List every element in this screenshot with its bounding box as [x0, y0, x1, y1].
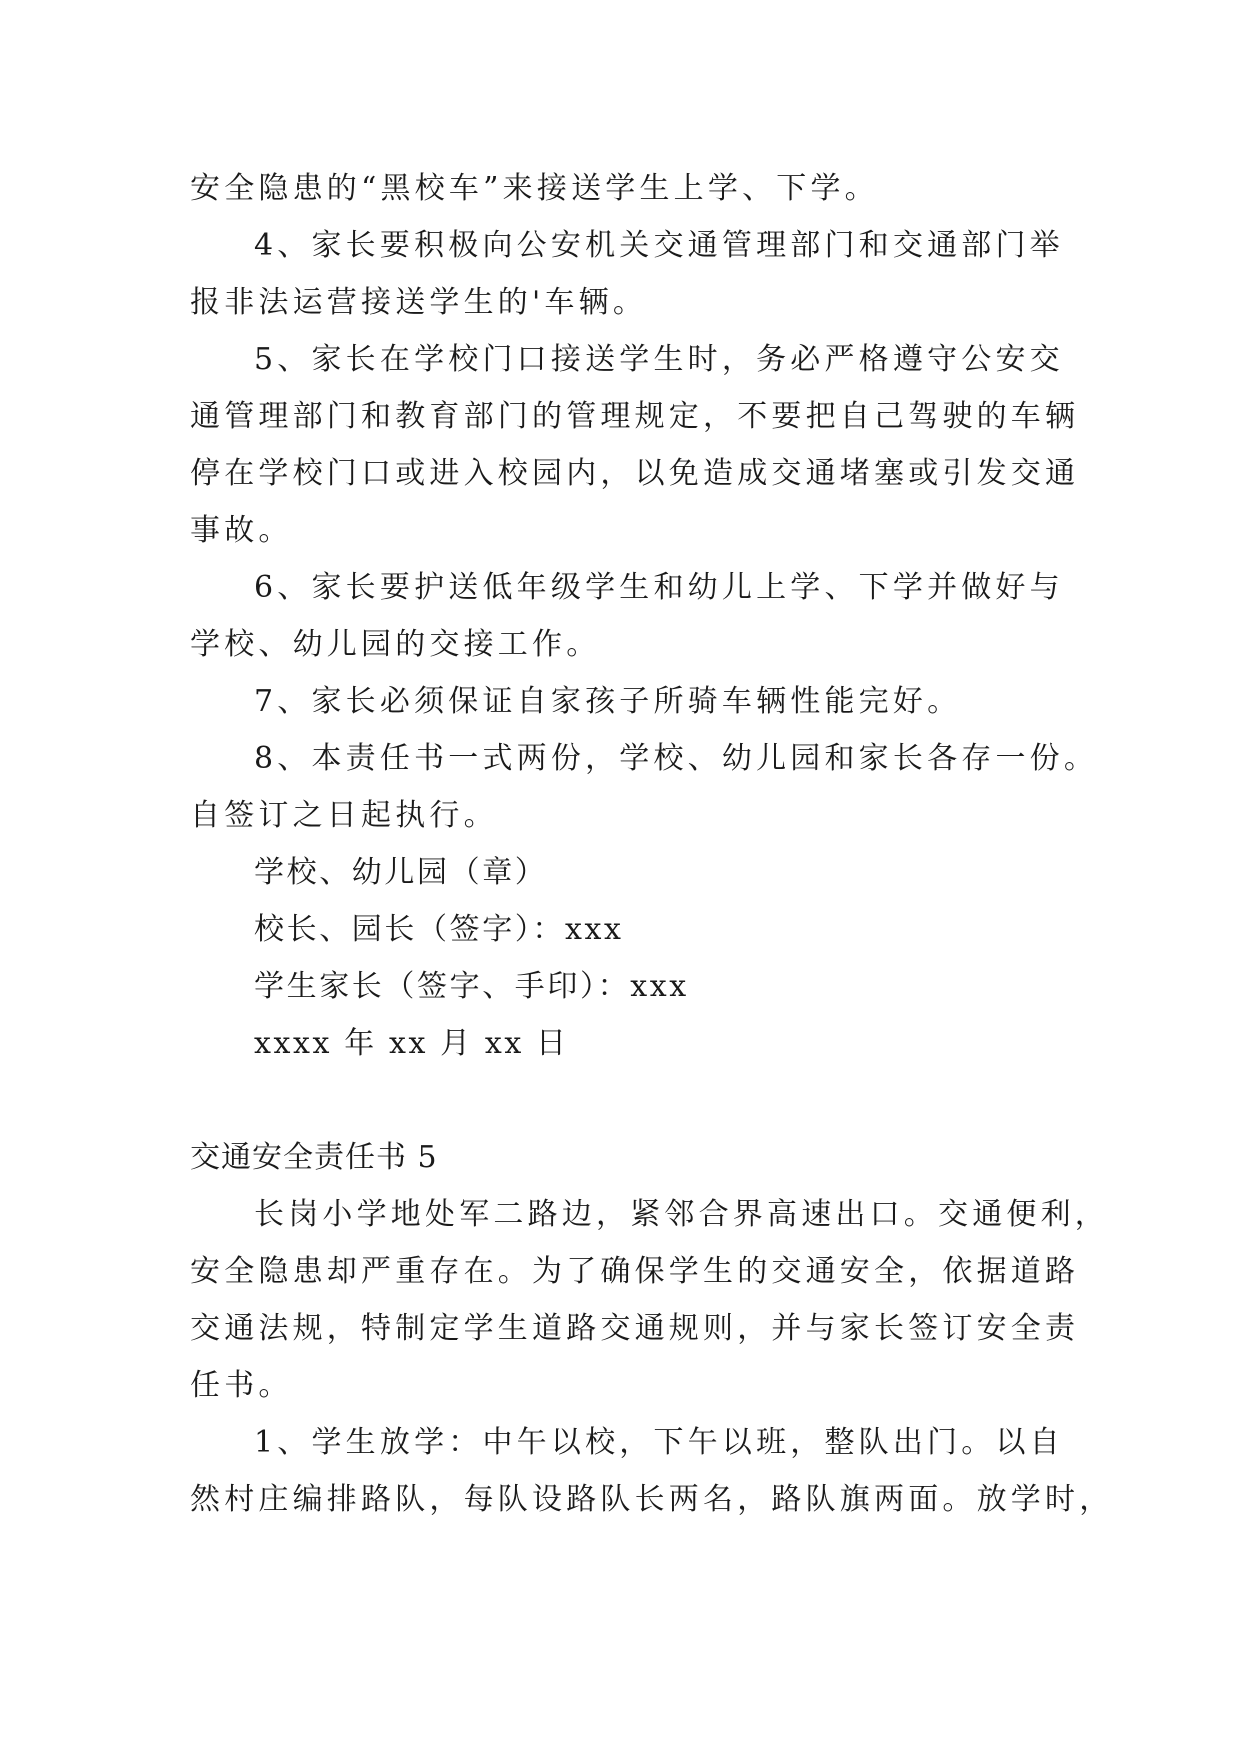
paragraph-line: 事故。	[190, 513, 293, 548]
document-page	[190, 160, 1114, 1528]
paragraph-line: 4、家长要积极向公安机关交通管理部门和交通部门举	[254, 228, 1064, 263]
school-seal-line: 学校、幼儿园（章）	[254, 855, 548, 890]
principal-signature-line: 校长、园长（签字）：xxx	[254, 912, 624, 947]
paragraph-line: 安全隐患却严重存在。为了确保学生的交通安全，依据道路	[190, 1254, 1080, 1289]
section-title: 交通安全责任书 5	[190, 1140, 438, 1175]
paragraph-line: 6、家长要护送低年级学生和幼儿上学、下学并做好与	[254, 570, 1064, 605]
paragraph-line: 7、家长必须保证自家孩子所骑车辆性能完好。	[254, 684, 962, 719]
paragraph-line: 1、学生放学：中午以校，下午以班，整队出门。以自	[254, 1425, 1064, 1460]
paragraph-line: 然村庄编排路队，每队设路队长两名，路队旗两面。放学时，	[190, 1482, 1114, 1517]
paragraph-line: 任书。	[190, 1368, 293, 1403]
paragraph-line: 交通法规，特制定学生道路交通规则，并与家长签订安全责	[190, 1311, 1080, 1346]
paragraph-line: 自签订之日起执行。	[190, 798, 498, 833]
paragraph-line: 报非法运营接送学生的'车辆。	[190, 285, 648, 320]
paragraph-line: 长岗小学地处军二路边，紧邻合界高速出口。交通便利，	[254, 1197, 1109, 1232]
paragraph-line: 8、本责任书一式两份，学校、幼儿园和家长各存一份。	[254, 741, 1099, 776]
parent-signature-line: 学生家长（签字、手印）：xxx	[254, 969, 689, 1004]
paragraph-line: 安全隐患的“黑校车”来接送学生上学、下学。	[190, 171, 879, 206]
paragraph-line: 停在学校门口或进入校园内，以免造成交通堵塞或引发交通	[190, 456, 1080, 491]
paragraph-line: 通管理部门和教育部门的管理规定，不要把自己驾驶的车辆	[190, 399, 1080, 434]
paragraph-line: 学校、幼儿园的交接工作。	[190, 627, 601, 662]
paragraph-line: 5、家长在学校门口接送学生时，务必严格遵守公安交	[254, 342, 1064, 377]
date-line: xxxx 年 xx 月 xx 日	[254, 1026, 569, 1061]
